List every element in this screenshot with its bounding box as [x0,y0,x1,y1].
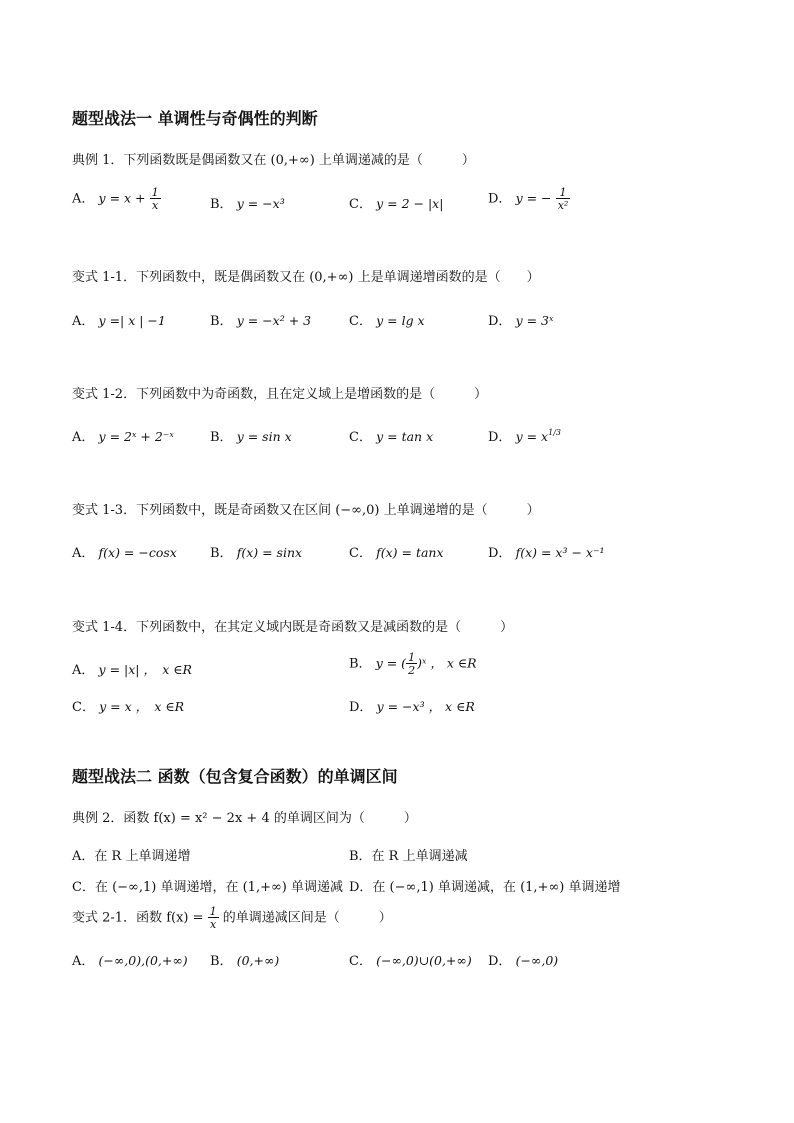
question-stem: 典例 2．函数 f(x) = x² − 2x + 4 的单调区间为（ ） [72,811,417,826]
option-math: (−∞,0),(0,+∞) [98,953,188,968]
option-math: (−∞,0) [515,953,559,968]
option-a[interactable] [72,310,166,329]
option-a[interactable] [72,426,174,445]
option-b[interactable]: B．在 R 上单调递减 [349,849,468,864]
option-label: D． [488,546,512,561]
option-c[interactable] [349,542,444,561]
option-math: y = −x² + 3 [236,313,312,328]
stem-text: 的单调递减区间是（ ） [222,910,392,926]
option-b[interactable] [210,193,285,212]
option-c[interactable] [72,696,184,715]
option-label: A． [72,954,95,969]
section-title-2: 题型战法二 函数（包含复合函数）的单调区间 [72,767,398,786]
option-c[interactable] [349,193,443,212]
question-stem: 典例 1．下列函数既是偶函数又在 (0,+∞) 上单调递减的是（ ） [72,153,475,168]
fraction [556,187,571,211]
exponent: 1/3 [548,428,561,437]
numerator: 1 [209,905,217,918]
option-label: B． [210,954,233,969]
option-b[interactable] [210,542,302,561]
option-label: C． [349,197,372,212]
option-math: f(x) = x³ − x⁻¹ [515,545,605,560]
option-label: D． [488,430,512,445]
option-label: D． [488,314,512,329]
option-math: y = 3ˣ [515,313,554,328]
fraction [208,906,219,930]
section-title-1: 题型战法一 单调性与奇偶性的判断 [72,109,318,128]
option-d[interactable] [488,187,570,211]
option-math: f(x) = −cosx [98,545,177,560]
question-stem: 变式 1-4．下列函数中，在其定义域内既是奇函数又是减函数的是（ ） [72,620,514,635]
option-c[interactable]: C．在 (−∞,1) 单调递增，在 (1,+∞) 单调递减 [72,880,344,895]
option-a[interactable] [72,659,192,678]
option-label: A． [72,546,95,561]
option-label: C． [349,546,372,561]
numerator: 1 [408,651,416,664]
numerator: 1 [151,186,159,199]
option-math: y = − [515,190,552,206]
option-math: y = lg x [376,313,425,328]
option-math: y = x [515,429,549,444]
option-math: y = ( [375,655,407,671]
option-a[interactable] [72,542,177,561]
fraction [150,187,161,211]
option-a[interactable] [72,187,161,211]
option-math: y = |x| ， x ∈R [98,662,192,677]
option-label: C． [349,314,372,329]
question-stem: 变式 1-1．下列函数中，既是偶函数又在 (0,+∞) 上是单调递增函数的是（ ） [72,270,540,285]
option-b[interactable] [210,310,311,329]
option-math: y = sin x [236,429,292,444]
option-d[interactable] [488,950,558,969]
option-math-tail: )ˣ ， x ∈R [417,655,477,671]
option-label: A． [72,430,95,445]
option-math: y = −x³ [236,196,285,211]
option-d[interactable] [488,426,561,445]
option-label: B． [349,656,372,672]
option-math: y = −x³ ， x ∈R [376,699,475,714]
option-a[interactable]: A．在 R 上单调递增 [72,849,191,864]
option-label: D． [488,954,512,969]
option-b[interactable] [210,950,279,969]
option-label: D． [349,700,373,715]
option-b[interactable] [349,652,477,676]
option-math: f(x) = tanx [376,545,444,560]
stem-text: 变式 2-1．函数 f(x) = [72,910,204,926]
option-math: f(x) = sinx [236,545,303,560]
option-label: C． [349,430,372,445]
option-label: C． [349,954,372,969]
question-stem [72,906,392,930]
question-stem: 变式 1-3．下列函数中，既是奇函数又在区间 (−∞,0) 上单调递增的是（ ） [72,503,540,518]
option-label: B． [210,314,233,329]
denominator: x² [557,199,569,212]
option-math: (0,+∞) [236,953,280,968]
option-d[interactable] [488,542,605,561]
fraction [406,652,417,676]
numerator: 1 [559,186,567,199]
option-math: y = x ， x ∈R [99,699,185,714]
denominator: x [208,917,219,930]
option-d[interactable] [349,696,475,715]
option-math: (−∞,0)∪(0,+∞) [376,953,472,968]
option-label: A． [72,191,95,207]
option-label: B． [210,546,233,561]
option-math: y = x + [98,190,146,206]
option-label: B． [210,197,233,212]
denominator: 2 [408,664,416,677]
option-c[interactable] [349,310,425,329]
option-math: y = 2ˣ + 2⁻ˣ [98,429,174,444]
option-c[interactable] [349,426,433,445]
option-c[interactable] [349,950,472,969]
option-math: y = 2 − |x| [376,196,444,211]
option-label: A． [72,314,95,329]
option-math: y = tan x [376,429,434,444]
option-math: y =| x | −1 [98,313,166,328]
question-stem: 变式 1-2．下列函数中为奇函数，且在定义域上是增函数的是（ ） [72,387,488,402]
option-label: D． [488,191,512,207]
option-d[interactable] [488,310,553,329]
option-label: C． [72,700,95,715]
option-label: B． [210,430,233,445]
option-d[interactable]: D．在 (−∞,1) 单调递减，在 (1,+∞) 单调递增 [349,880,621,895]
option-b[interactable] [210,426,292,445]
option-label: A． [72,663,95,678]
option-a[interactable] [72,950,188,969]
denominator: x [150,198,161,211]
